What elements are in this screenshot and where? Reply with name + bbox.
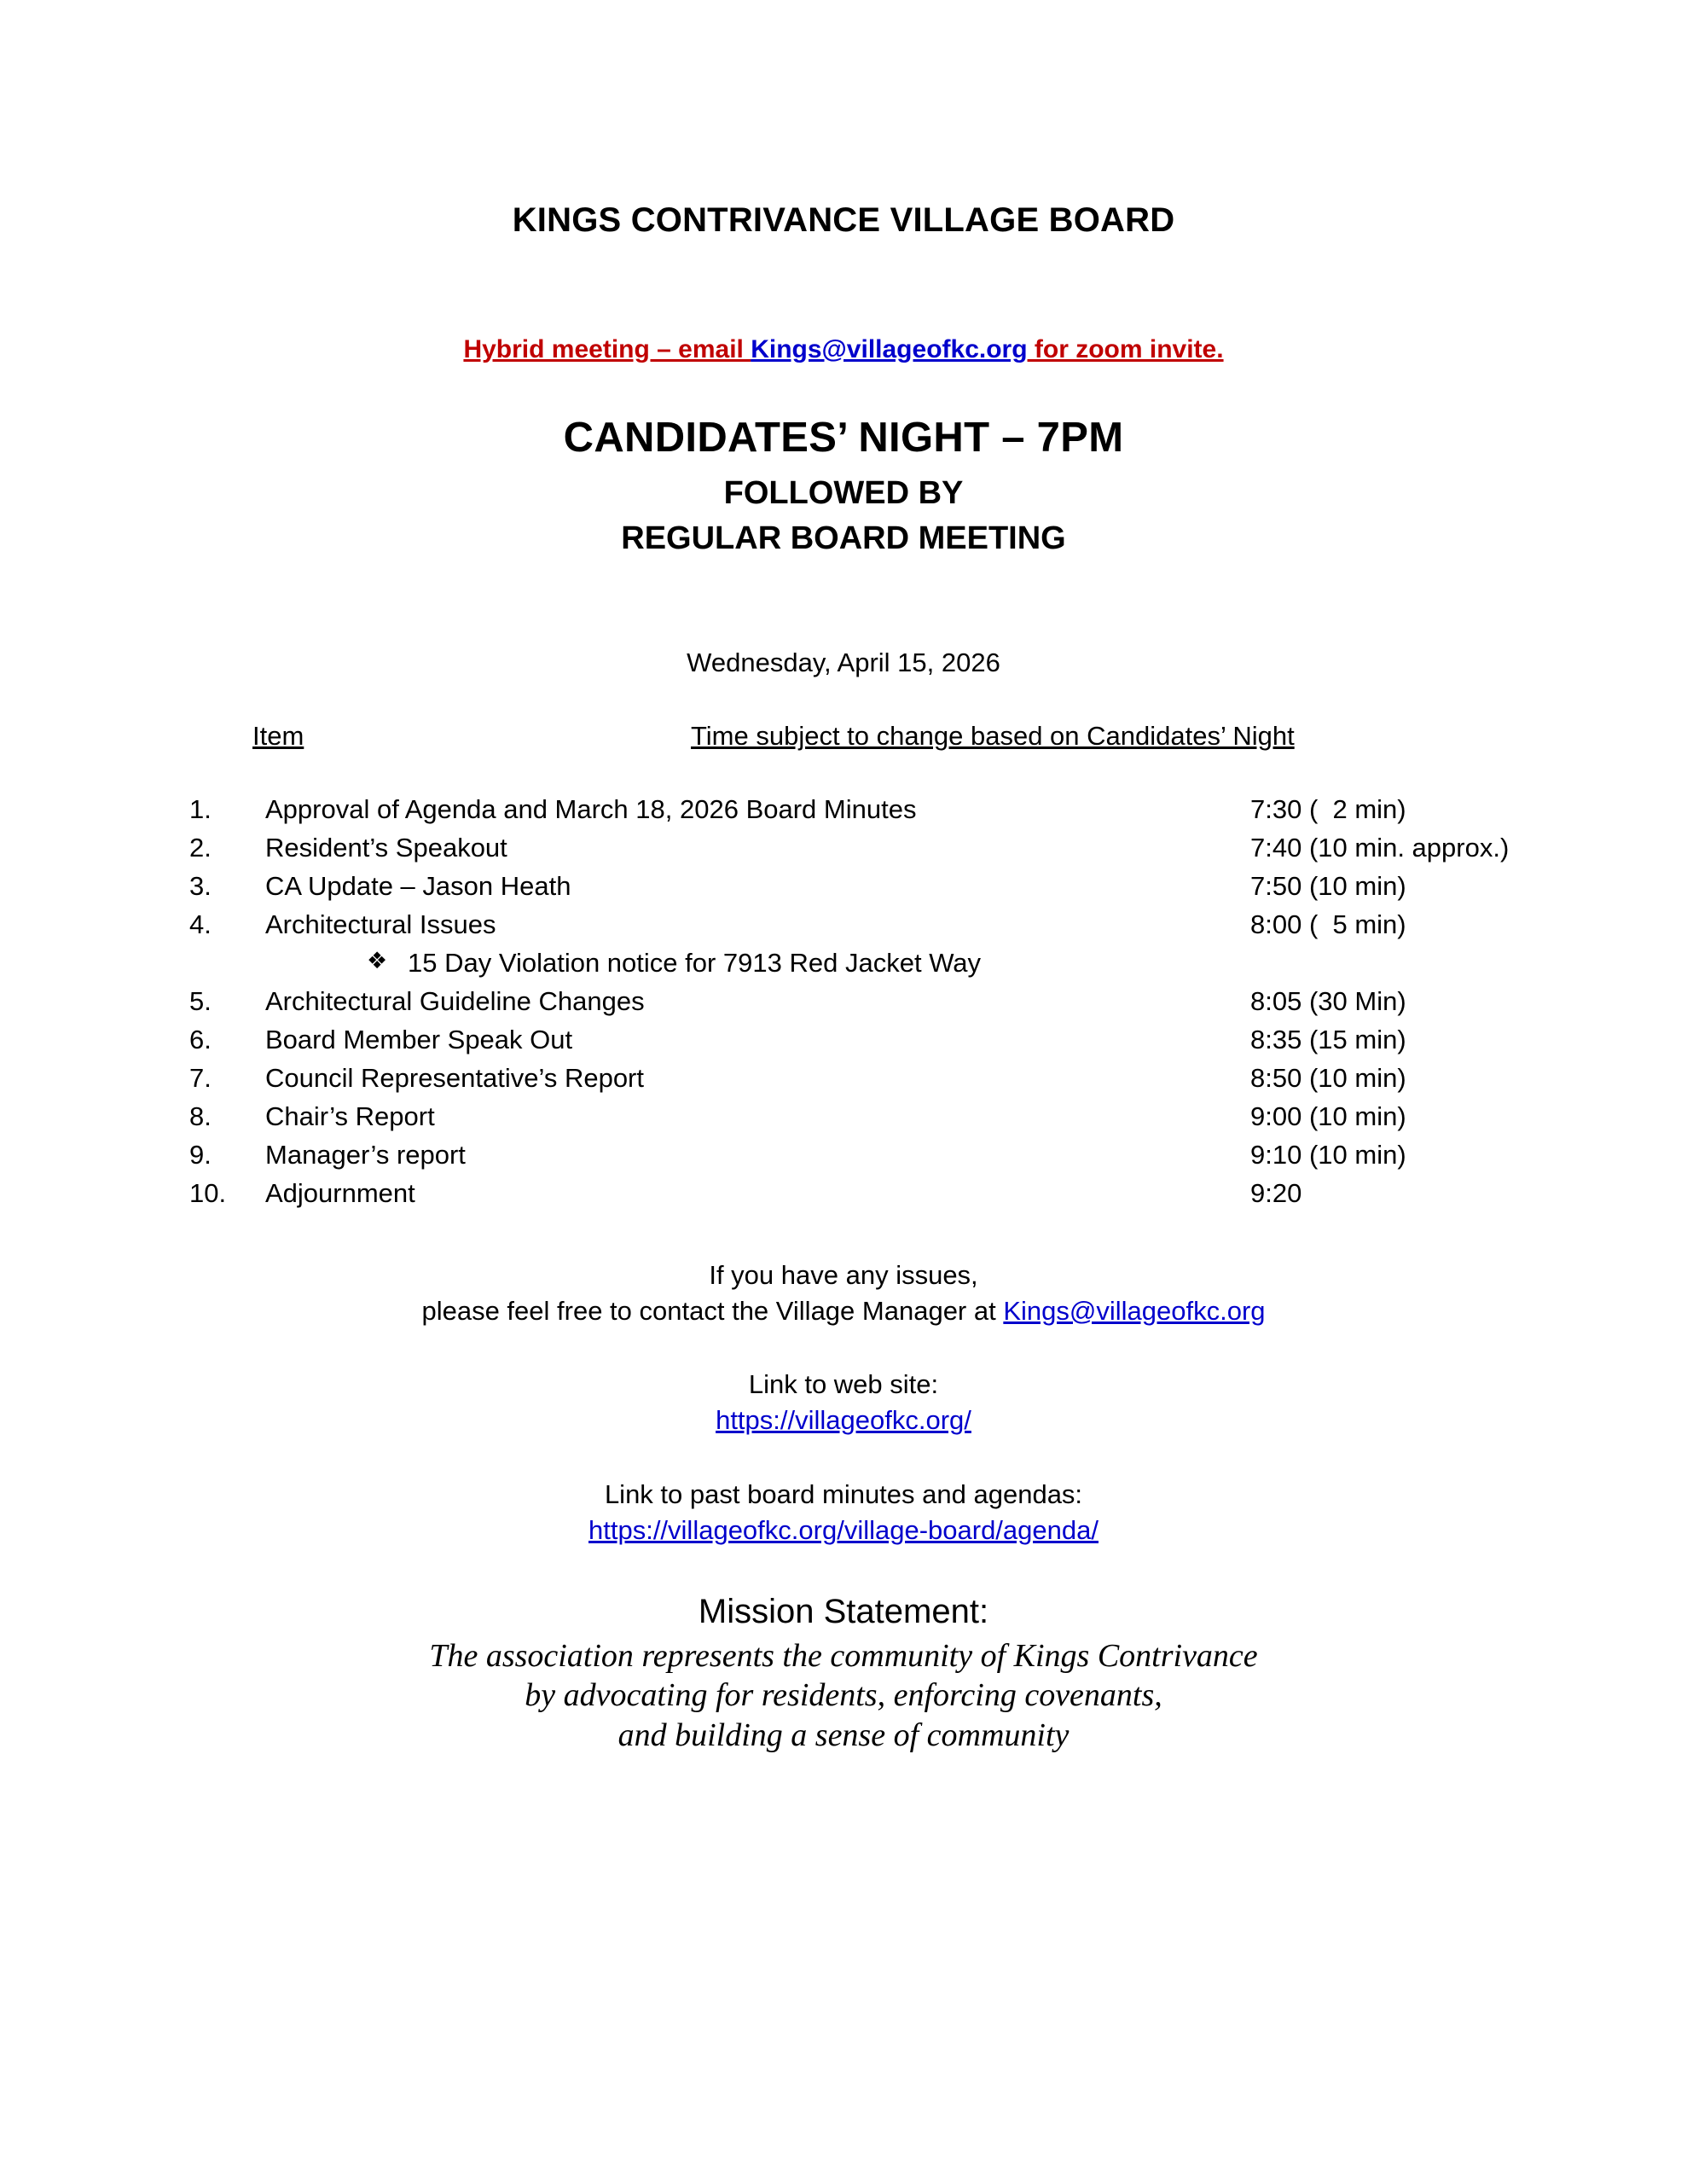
agenda-item-6: [0, 1025, 1687, 1063]
agenda-item-time: 9:00 (10 min): [1250, 1101, 1406, 1131]
diamond-bullet-icon: ❖: [367, 948, 388, 974]
agenda-item-8: [0, 1101, 1687, 1140]
website-url-link[interactable]: https://villageofkc.org/: [716, 1404, 971, 1435]
mission-statement-title: Mission Statement:: [698, 1593, 989, 1631]
minutes-url-link[interactable]: https://villageofkc.org/village-board/agenda/: [588, 1515, 1099, 1546]
agenda-item-number: 9.: [189, 1140, 212, 1170]
contact-line-1: If you have any issues,: [709, 1260, 978, 1290]
agenda-item-10: [0, 1178, 1687, 1217]
agenda-item-number: 1.: [189, 794, 212, 824]
agenda-list: [0, 794, 1687, 1217]
agenda-column-headers: [0, 721, 1687, 758]
agenda-item-2: [0, 833, 1687, 871]
hybrid-meeting-notice: [0, 335, 1687, 364]
agenda-item-label: Approval of Agenda and March 18, 2026 Board Minutes: [265, 794, 917, 824]
agenda-item-label: Board Member Speak Out: [265, 1025, 573, 1054]
minutes-link-block: [0, 1477, 1687, 1548]
contact-line-2: [0, 1293, 1687, 1329]
contact-block: [0, 1258, 1687, 1329]
agenda-item-number: 7.: [189, 1063, 212, 1093]
mission-line-2: by advocating for residents, enforcing covenants,: [525, 1677, 1162, 1714]
agenda-item-label: Manager’s report: [265, 1140, 466, 1170]
agenda-item-label: Resident’s Speakout: [265, 833, 507, 863]
agenda-item-4: [0, 909, 1687, 948]
agenda-item-time: 8:35 (15 min): [1250, 1025, 1406, 1054]
agenda-item-time: 8:00 ( 5 min): [1250, 909, 1406, 939]
website-link-row: [0, 1403, 1687, 1438]
agenda-item-label: Architectural Guideline Changes: [265, 986, 645, 1016]
agenda-item-3: [0, 871, 1687, 909]
agenda-item-time: 9:10 (10 min): [1250, 1140, 1406, 1170]
hybrid-notice-prefix: Hybrid meeting – email: [463, 335, 751, 363]
agenda-item-time: 9:20: [1250, 1178, 1302, 1208]
event-subtitle-regular-board-meeting: REGULAR BOARD MEETING: [621, 520, 1066, 556]
zoom-invite-email-link[interactable]: Kings@villageofkc.org: [751, 335, 1028, 363]
agenda-item-time: 7:50 (10 min): [1250, 871, 1406, 901]
website-link-label: Link to web site:: [748, 1368, 939, 1399]
agenda-item-number: 8.: [189, 1101, 212, 1131]
column-header-item: Item: [252, 721, 304, 751]
agenda-item-number: 6.: [189, 1025, 212, 1054]
hybrid-notice-suffix: for zoom invite.: [1027, 335, 1224, 363]
agenda-item-number: 2.: [189, 833, 212, 863]
agenda-item-7: [0, 1063, 1687, 1101]
event-title: CANDIDATES’ NIGHT – 7PM: [563, 415, 1124, 461]
agenda-item-number: 10.: [189, 1178, 227, 1208]
contact-line-2-prefix: please feel free to contact the Village Manager at: [421, 1295, 1004, 1326]
event-subtitle-followed-by: FOLLOWED BY: [723, 475, 964, 511]
minutes-link-label: Link to past board minutes and agendas:: [604, 1479, 1083, 1510]
agenda-item-label: CA Update – Jason Heath: [265, 871, 571, 901]
agenda-subitem-label: 15 Day Violation notice for 7913 Red Jacket Way: [408, 948, 982, 978]
agenda-item-time: 7:40 (10 min. approx.): [1250, 833, 1510, 863]
agenda-item-number: 5.: [189, 986, 212, 1016]
meeting-date: Wednesday, April 15, 2026: [687, 648, 1000, 677]
village-manager-email-link[interactable]: Kings@villageofkc.org: [1003, 1295, 1266, 1326]
minutes-link-row: [0, 1513, 1687, 1548]
organization-title: KINGS CONTRIVANCE VILLAGE BOARD: [512, 201, 1175, 239]
column-header-time: Time subject to change based on Candidates’ Night: [691, 721, 1295, 751]
agenda-item-5: [0, 986, 1687, 1025]
agenda-item-label: Adjournment: [265, 1178, 415, 1208]
agenda-item-9: [0, 1140, 1687, 1178]
agenda-item-1: [0, 794, 1687, 833]
agenda-item-time: 8:50 (10 min): [1250, 1063, 1406, 1093]
agenda-item-label: Architectural Issues: [265, 909, 496, 939]
agenda-item-label: Council Representative’s Report: [265, 1063, 644, 1093]
agenda-item-label: Chair’s Report: [265, 1101, 435, 1131]
mission-line-1: The association represents the community of Kings Contrivance: [429, 1638, 1258, 1675]
website-link-block: [0, 1367, 1687, 1438]
agenda-item-time: 8:05 (30 Min): [1250, 986, 1406, 1016]
agenda-item-number: 3.: [189, 871, 212, 901]
agenda-item-number: 4.: [189, 909, 212, 939]
agenda-subitem-violation-notice: [0, 948, 1687, 986]
mission-line-3: and building a sense of community: [617, 1716, 1070, 1753]
mission-statement-body: [0, 1636, 1687, 1755]
agenda-item-time: 7:30 ( 2 min): [1250, 794, 1406, 824]
